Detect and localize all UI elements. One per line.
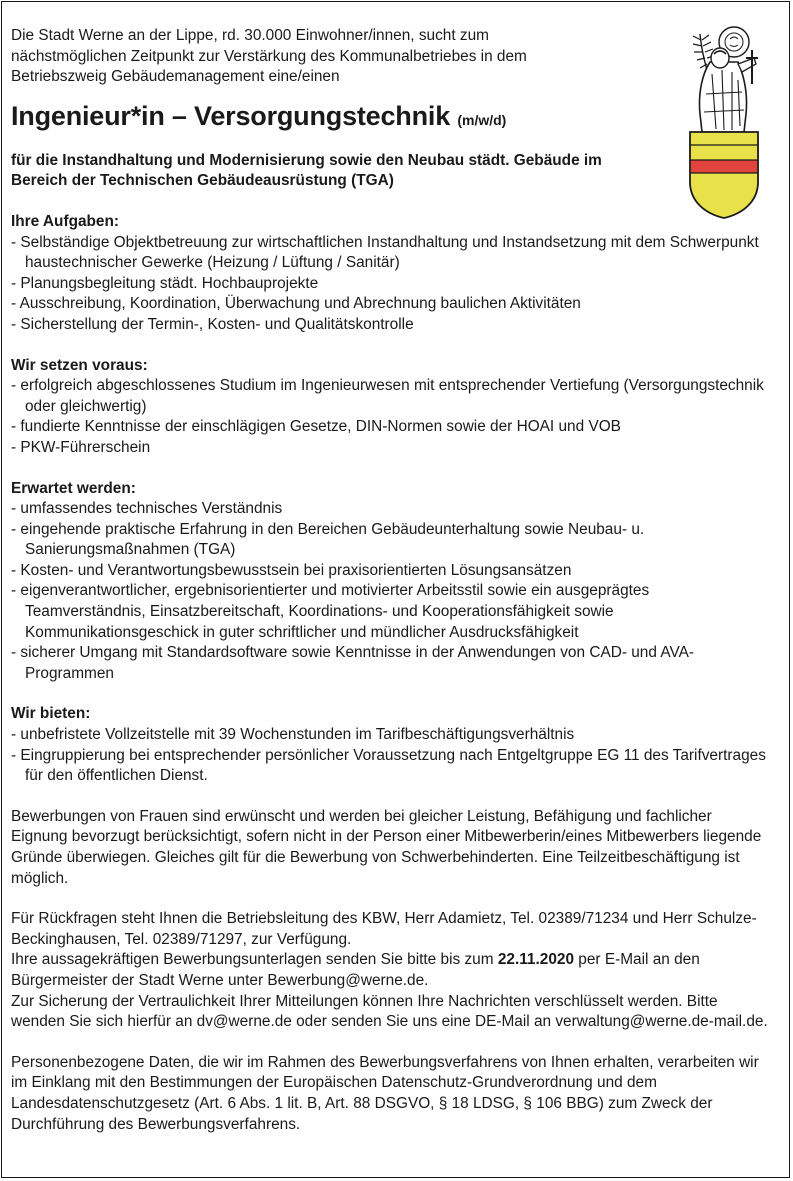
- job-subtitle: für die Instandhaltung und Modernisierung sowie den Neubau städt. Gebäude im Bereich der Technischen Gebäudeausrüstung (TGA): [11, 151, 602, 190]
- job-title: [11, 100, 771, 136]
- section-expected: [11, 479, 771, 685]
- list-item: - PKW-Führerschein: [11, 438, 771, 459]
- list-item: - erfolgreich abgeschlossenes Studium im Ingenieurwesen mit entsprechender Vertiefung (Versorgungstechnik oder gleichwertig): [11, 376, 771, 417]
- security-note: Zur Sicherung der Vertraulichkeit Ihrer Mitteilungen können Ihre Nachrichten verschlüsselt werden. Bitte wenden Sie sich hierfür an dv@werne.de oder senden Sie uns eine DE-Mail an verwaltung@werne.de-mail.de.: [11, 992, 768, 1031]
- section-heading: Erwartet werden:: [11, 479, 136, 497]
- section-heading: Ihre Aufgaben:: [11, 212, 120, 230]
- expected-list: [11, 499, 771, 684]
- task-list: [11, 233, 771, 336]
- job-ad: [11, 26, 771, 1135]
- list-item: - sicherer Umgang mit Standardsoftware sowie Kenntnisse in der Anwendungen von CAD- und AVA-Programmen: [11, 643, 771, 684]
- apply-text-before: Ihre aussagekräftigen Bewerbungsunterlagen senden Sie bitte bis zum: [11, 951, 494, 969]
- list-item: - Kosten- und Verantwortungsbewusstsein bei praxisorientierten Lösungsansätzen: [11, 561, 771, 582]
- job-title-suffix: (m/w/d): [457, 111, 507, 128]
- section-tasks: [11, 212, 771, 336]
- list-item: - Planungsbegleitung städt. Hochbauprojekte: [11, 274, 771, 295]
- list-item: - umfassendes technisches Verständnis: [11, 499, 771, 520]
- list-item: - fundierte Kenntnisse der einschlägigen Gesetze, DIN-Normen sowie der HOAI und VOB: [11, 417, 771, 438]
- intro-text: Die Stadt Werne an der Lippe, rd. 30.000 Einwohner/innen, sucht zum nächstmöglichen Zeitpunkt zur Verstärkung des Kommunalbetriebes in dem Betriebszweig Gebäudemanagement eine/einen: [11, 27, 527, 86]
- equality-text: Bewerbungen von Frauen sind erwünscht und werden bei gleicher Leistung, Befähigung und fachlicher Eignung bevorzugt berücksichtigt, sofern nicht in der Person einer Mitbewerberin/eines Mitbewerbers liegende Gründe überwiegen. Gleiches gilt für die Bewerbung von Schwerbehinderten. Eine Teilzeitbeschäftigung ist möglich.: [11, 807, 762, 887]
- list-item: - unbefristete Vollzeitstelle mit 39 Wochenstunden im Tarifbeschäftigungsverhältnis: [11, 725, 771, 746]
- section-heading: Wir bieten:: [11, 705, 91, 723]
- list-item: - Selbständige Objektbetreuung zur wirtschaftlichen Instandhaltung und Instandsetzung mit dem Schwerpunkt haustechnischer Gewerke (Heizung / Lüftung / Sanitär): [11, 233, 771, 274]
- offer-list: [11, 725, 771, 787]
- list-item: - Sicherstellung der Termin-, Kosten- und Qualitätskontrolle: [11, 315, 771, 336]
- contact-questions: Für Rückfragen steht Ihnen die Betriebsleitung des KBW, Herr Adamietz, Tel. 02389/71234 und Herr Schulze-Beckinghausen, Tel. 02389/71297, zur Verfügung.: [11, 910, 757, 948]
- section-offer: [11, 704, 771, 786]
- list-item: - eingehende praktische Erfahrung in den Bereichen Gebäudeunterhaltung sowie Neubau- u. Sanierungsmaßnahmen (TGA): [11, 520, 771, 561]
- list-item: - Ausschreibung, Koordination, Überwachung und Abrechnung baulichen Aktivitäten: [11, 294, 771, 315]
- list-item: - Eingruppierung bei entsprechender persönlicher Voraussetzung nach Entgeltgruppe EG 11 des Tarifvertrages für den öffentlichen Dienst.: [11, 746, 771, 787]
- section-requirements: [11, 356, 771, 459]
- equality-paragraph: [11, 807, 771, 889]
- privacy-paragraph: [11, 1053, 771, 1135]
- requirements-list: [11, 376, 771, 458]
- section-heading: Wir setzen voraus:: [11, 356, 148, 374]
- application-deadline: 22.11.2020: [497, 951, 575, 969]
- apply-text-after: per E-Mail an den Bürgermeister der Stadt Werne unter Bewerbung@werne.de.: [11, 951, 700, 989]
- job-title-text: Ingenieur*in – Versorgungstechnik: [11, 100, 451, 131]
- privacy-text: Personenbezogene Daten, die wir im Rahmen des Bewerbungsverfahrens von Ihnen erhalten, verarbeiten wir im Einklang mit den Bestimmungen der Europäischen Datenschutz-Grundverordnung und dem Landesdatenschutzgesetz (Art. 6 Abs. 1 lit. B, Art. 88 DSGVO, § 18 LDSG, § 106 BBG) zum Zweck der Durchführung des Bewerbungsverfahrens.: [11, 1053, 759, 1133]
- application-instructions: [11, 950, 771, 991]
- contact-paragraph: [11, 909, 771, 1033]
- list-item: - eigenverantwortlicher, ergebnisorientierter und motivierter Arbeitsstil sowie ein ausgeprägtes Teamverständnis, Einsatzbereitschaft, Koordinations- und Kooperationsfähigkeit sowie Kommunikationsgeschick in guter schriftlicher und mündlicher Ausdrucksfähigkeit: [11, 581, 771, 643]
